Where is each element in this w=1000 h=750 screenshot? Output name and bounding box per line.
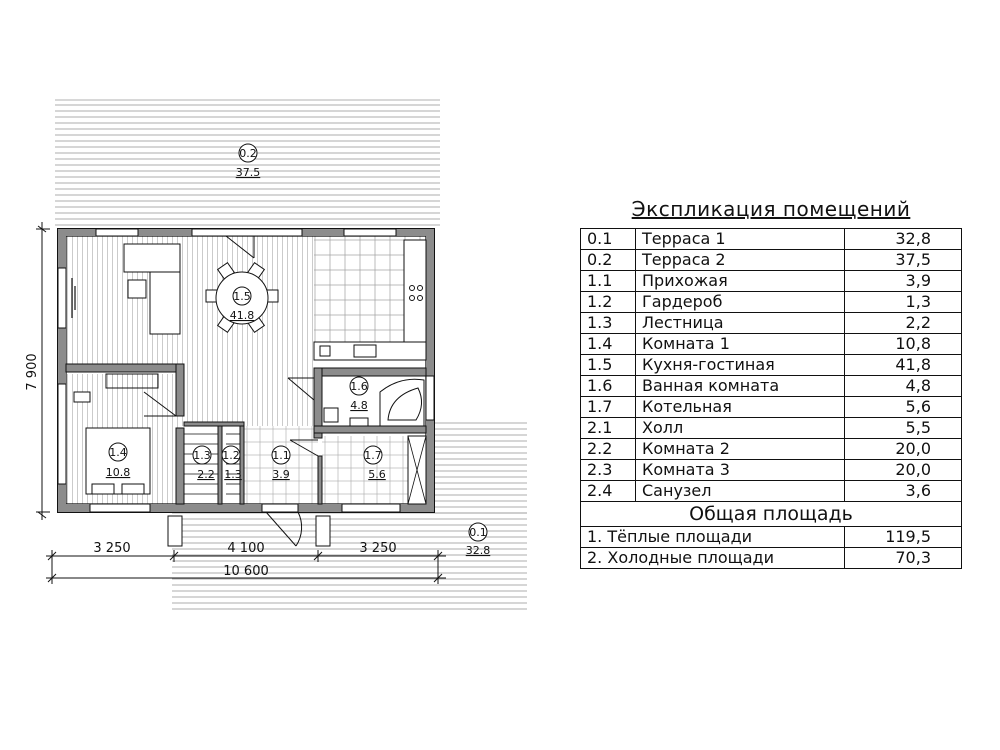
room-number-cell: 1.4 bbox=[581, 334, 636, 355]
bath-number: 1.6 bbox=[350, 380, 368, 393]
bath-area: 4.8 bbox=[350, 399, 368, 412]
stairs-number: 1.3 bbox=[193, 449, 211, 462]
room-number-cell: 1.3 bbox=[581, 313, 636, 334]
room-number-cell: 1.7 bbox=[581, 397, 636, 418]
table-row bbox=[581, 460, 962, 481]
height-dimension: 7 900 bbox=[25, 353, 40, 391]
terrace-2 bbox=[55, 100, 440, 228]
table-row bbox=[581, 292, 962, 313]
room-name-cell: Терраса 1 bbox=[636, 229, 845, 250]
explication-table bbox=[580, 228, 962, 569]
room-name-cell: Санузел bbox=[636, 481, 845, 502]
room-area-cell: 2,2 bbox=[845, 313, 962, 334]
boiler-number: 1.7 bbox=[364, 449, 382, 462]
room-area-cell: 5,5 bbox=[845, 418, 962, 439]
terrace-1-number: 0.1 bbox=[469, 526, 487, 539]
room-number-cell: 1.5 bbox=[581, 355, 636, 376]
room-area-cell: 41,8 bbox=[845, 355, 962, 376]
table-row bbox=[581, 355, 962, 376]
explication-panel bbox=[580, 196, 962, 569]
room-1-number: 1.4 bbox=[109, 446, 127, 459]
middle-dimension: 4 100 bbox=[227, 541, 265, 556]
kitchen-living-number: 1.5 bbox=[233, 290, 251, 303]
room-name-cell: Терраса 2 bbox=[636, 250, 845, 271]
terrace-2-number: 0.2 bbox=[239, 147, 257, 160]
boiler-area: 5.6 bbox=[368, 468, 386, 481]
terrace-1-area: 32.8 bbox=[465, 544, 491, 557]
room-1-area: 10.8 bbox=[105, 466, 131, 479]
room-number-cell: 1.6 bbox=[581, 376, 636, 397]
room-number-cell: 1.1 bbox=[581, 271, 636, 292]
table-row bbox=[581, 481, 962, 502]
total-area-title: Общая площадь bbox=[581, 502, 962, 527]
table-row bbox=[581, 250, 962, 271]
room-area-cell: 4,8 bbox=[845, 376, 962, 397]
table-row bbox=[581, 271, 962, 292]
total-row bbox=[581, 548, 962, 569]
total-dimension: 10 600 bbox=[223, 564, 269, 579]
table-row bbox=[581, 313, 962, 334]
room-number-cell: 2.3 bbox=[581, 460, 636, 481]
room-number-cell: 0.1 bbox=[581, 229, 636, 250]
table-row bbox=[581, 418, 962, 439]
room-name-cell: Комната 3 bbox=[636, 460, 845, 481]
room-number-cell: 0.2 bbox=[581, 250, 636, 271]
room-name-cell: Комната 2 bbox=[636, 439, 845, 460]
total-row bbox=[581, 527, 962, 548]
table-row bbox=[581, 439, 962, 460]
room-area-cell: 37,5 bbox=[845, 250, 962, 271]
room-name-cell: Кухня-гостиная bbox=[636, 355, 845, 376]
total-name-cell: 2. Холодные площади bbox=[581, 548, 845, 569]
room-number-cell: 2.1 bbox=[581, 418, 636, 439]
table-row bbox=[581, 334, 962, 355]
room-name-cell: Лестница bbox=[636, 313, 845, 334]
total-name-cell: 1. Тёплые площади bbox=[581, 527, 845, 548]
total-area-cell: 70,3 bbox=[845, 548, 962, 569]
room-area-cell: 3,9 bbox=[845, 271, 962, 292]
room-area-cell: 5,6 bbox=[845, 397, 962, 418]
room-number-cell: 2.4 bbox=[581, 481, 636, 502]
right-dimension: 3 250 bbox=[359, 541, 397, 556]
room-name-cell: Холл bbox=[636, 418, 845, 439]
room-name-cell: Ванная комната bbox=[636, 376, 845, 397]
total-area-cell: 119,5 bbox=[845, 527, 962, 548]
room-name-cell: Котельная bbox=[636, 397, 845, 418]
room-number-cell: 2.2 bbox=[581, 439, 636, 460]
table-row bbox=[581, 376, 962, 397]
wardrobe-area: 1.3 bbox=[224, 468, 242, 481]
explication-title: Экспликация помещений bbox=[631, 197, 911, 221]
room-name-cell: Прихожая bbox=[636, 271, 845, 292]
total-header-row bbox=[581, 502, 962, 527]
room-area-cell: 3,6 bbox=[845, 481, 962, 502]
terrace-2-area: 37.5 bbox=[235, 166, 261, 179]
room-name-cell: Гардероб bbox=[636, 292, 845, 313]
room-area-cell: 20,0 bbox=[845, 460, 962, 481]
stairs-area: 2.2 bbox=[197, 468, 215, 481]
wardrobe-number: 1.2 bbox=[222, 449, 240, 462]
room-name-cell: Комната 1 bbox=[636, 334, 845, 355]
kitchen-living-area: 41.8 bbox=[229, 309, 255, 322]
room-number-cell: 1.2 bbox=[581, 292, 636, 313]
hall-area: 3.9 bbox=[272, 468, 290, 481]
table-row bbox=[581, 229, 962, 250]
room-area-cell: 10,8 bbox=[845, 334, 962, 355]
table-row bbox=[581, 397, 962, 418]
room-area-cell: 32,8 bbox=[845, 229, 962, 250]
left-dimension: 3 250 bbox=[93, 541, 131, 556]
room-area-cell: 20,0 bbox=[845, 439, 962, 460]
room-area-cell: 1,3 bbox=[845, 292, 962, 313]
hall-number: 1.1 bbox=[272, 449, 290, 462]
